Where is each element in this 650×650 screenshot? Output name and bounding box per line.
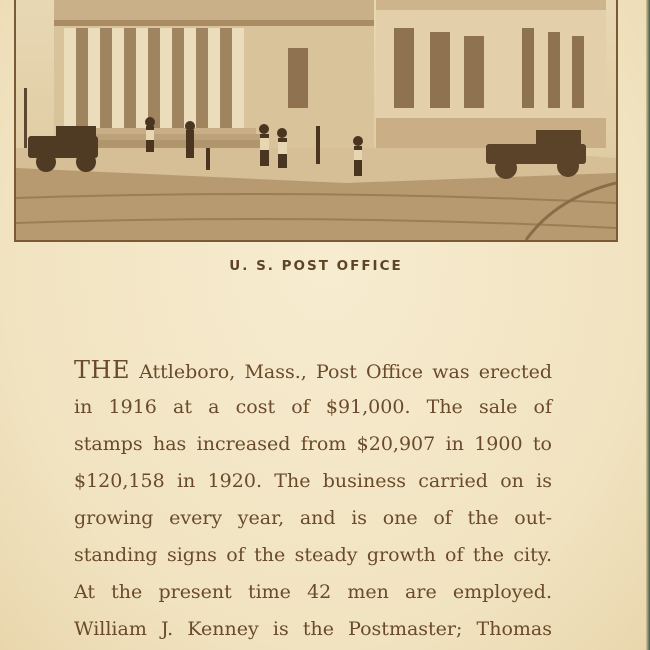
post-office-photo [14,0,618,242]
first-word: THE [74,356,130,384]
paragraph-line: William J. Kenney is the Postmaster; Thomas [74,618,552,640]
paragraph-line: standing signs of the steady growth of the city. [74,544,552,566]
paragraph-line: THE Attleboro, Mass., Post Office was erected [74,356,552,384]
photo-caption: U. S. POST OFFICE [229,258,403,274]
paragraph-line: stamps has increased from $20,907 in 1900 to [74,433,552,455]
paragraph-line: in 1916 at a cost of $91,000. The sale of [74,396,552,418]
page-edge [646,0,650,650]
paragraph-line: growing every year, and is one of the out- [74,507,552,529]
body-paragraph [74,352,552,648]
paragraph-line: $120,158 in 1920. The business carried on is [74,470,552,492]
paragraph-line: At the present time 42 men are employed. [74,581,552,603]
building-photo-icon [16,0,616,240]
